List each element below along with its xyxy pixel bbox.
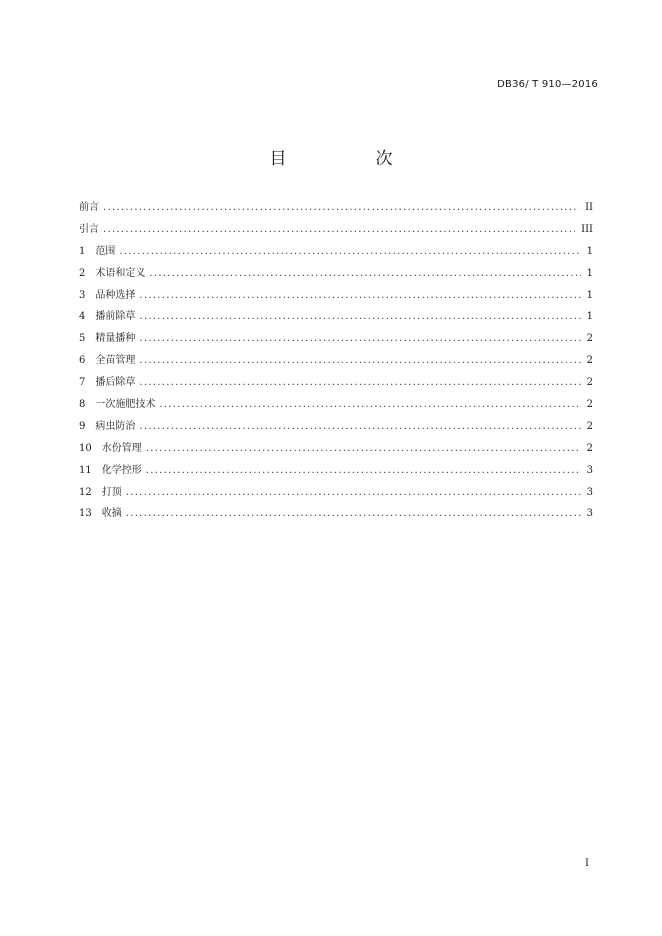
toc-entry-foreword[interactable]: [79, 197, 593, 219]
toc-dot-leader: [139, 372, 580, 394]
toc-entry-label: 10 水份管理: [79, 442, 142, 454]
toc-entry-label: 7 播后除草: [79, 377, 136, 389]
toc-dot-leader: [139, 350, 580, 372]
toc-entry-fertilization[interactable]: [79, 394, 593, 416]
toc-dot-leader: [139, 328, 580, 350]
toc-entry-topping[interactable]: [79, 482, 593, 504]
toc-dot-leader: [126, 482, 581, 504]
toc-dot-leader: [126, 503, 581, 525]
toc-entry-introduction[interactable]: [79, 219, 593, 241]
toc-entry-label: 6 全苗管理: [79, 355, 136, 367]
toc-entry-page: 2: [586, 355, 593, 367]
toc-entry-scope[interactable]: [79, 241, 593, 263]
toc-dot-leader: [139, 416, 580, 438]
toc-entry-page: 1: [586, 311, 593, 323]
toc-entry-label: 12 打顶: [79, 486, 122, 498]
toc-entry-page: 2: [586, 333, 593, 345]
toc-entry-seedling-management[interactable]: [79, 350, 593, 372]
toc-entry-harvesting[interactable]: [79, 503, 593, 525]
toc-entry-page: 3: [586, 464, 593, 476]
toc-entry-pre-sowing-weeding[interactable]: [79, 306, 593, 328]
toc-entry-page: 1: [586, 267, 593, 279]
toc-entry-post-sowing-weeding[interactable]: [79, 372, 593, 394]
page-number: I: [585, 858, 589, 869]
toc-entry-label: 5 精量播种: [79, 333, 136, 345]
toc-entry-terms[interactable]: [79, 263, 593, 285]
toc-dot-leader: [139, 306, 580, 328]
toc-entry-page: 2: [586, 442, 593, 454]
toc-entry-page: 2: [586, 377, 593, 389]
toc-entry-page: 2: [586, 399, 593, 411]
toc-dot-leader: [119, 241, 580, 263]
toc-entry-page: 2: [586, 420, 593, 432]
toc-entry-page: III: [581, 223, 593, 235]
toc-entry-label: 9 病虫防治: [79, 420, 136, 432]
toc-dot-leader: [139, 285, 580, 307]
toc-dot-leader: [159, 394, 580, 416]
toc-entry-label: 3 品种选择: [79, 289, 136, 301]
toc-entry-label: 13 收摘: [79, 508, 122, 520]
toc-entry-label: 1 范围: [79, 245, 116, 257]
toc-entry-variety-selection[interactable]: [79, 285, 593, 307]
toc-dot-leader: [146, 460, 581, 482]
toc-entry-water-management[interactable]: [79, 438, 593, 460]
toc-entry-pest-control[interactable]: [79, 416, 593, 438]
standard-code: DB36/ T 910—2016: [497, 79, 598, 90]
toc-dot-leader: [103, 219, 575, 241]
toc-entry-label: 4 播前除草: [79, 311, 136, 323]
toc-entry-label: 2 术语和定义: [79, 267, 146, 279]
toc-entry-precision-sowing[interactable]: [79, 328, 593, 350]
toc-entry-page: 3: [586, 508, 593, 520]
toc-entry-page: 1: [586, 245, 593, 257]
toc-dot-leader: [146, 438, 581, 460]
toc-entry-chemical-shaping[interactable]: [79, 460, 593, 482]
toc-entry-label: 引言: [79, 223, 99, 235]
toc-entry-page: 3: [586, 486, 593, 498]
toc-list: [79, 197, 593, 525]
toc-entry-label: 11 化学控形: [79, 464, 142, 476]
toc-entry-label: 8 一次施肥技术: [79, 399, 156, 411]
toc-dot-leader: [103, 197, 579, 219]
toc-entry-label: 前言: [79, 202, 99, 213]
toc-title: 目 次: [269, 149, 429, 169]
toc-entry-page: 1: [586, 289, 593, 301]
toc-entry-page: II: [585, 202, 593, 213]
toc-dot-leader: [149, 263, 580, 285]
